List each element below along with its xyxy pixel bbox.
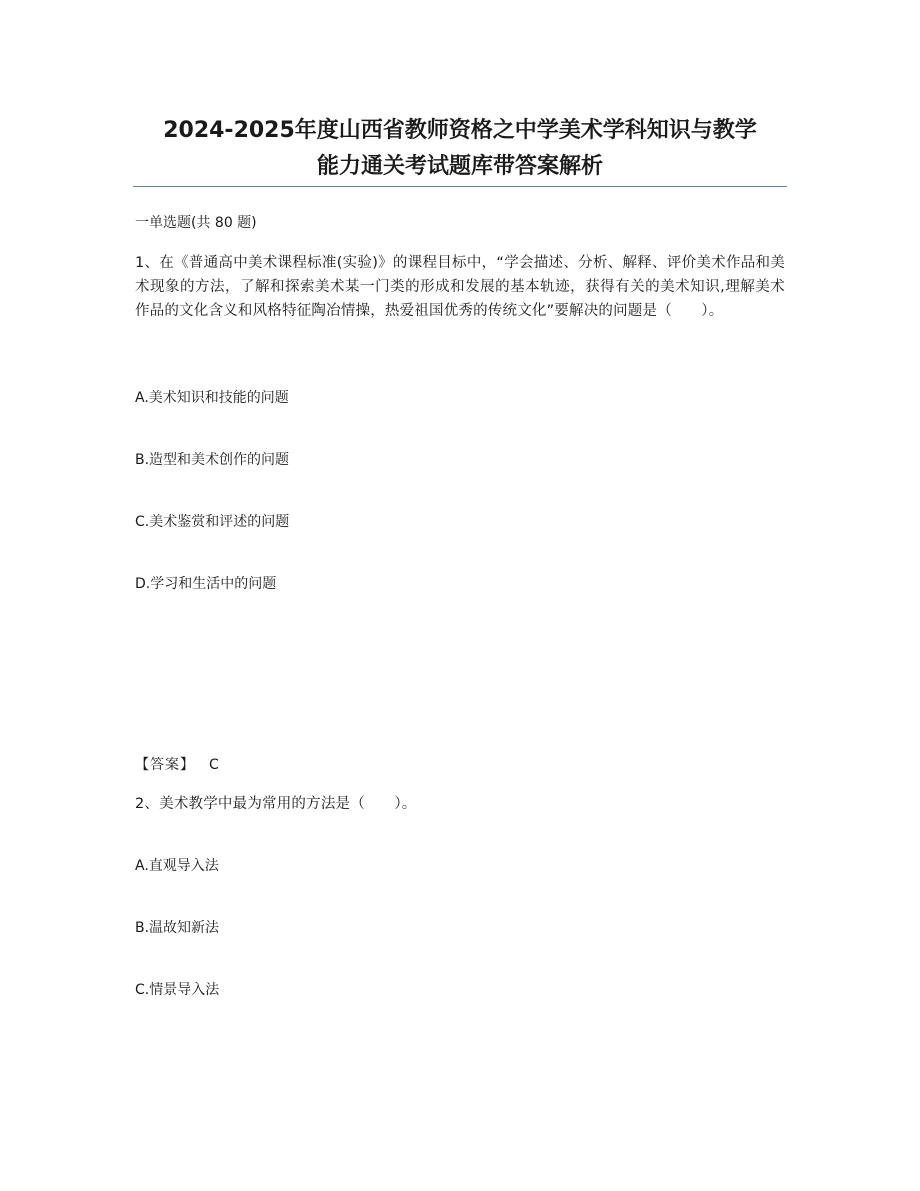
question-1-answer	[135, 753, 785, 777]
document-title	[133, 113, 787, 185]
question-1-option-a: A.美术知识和技能的问题	[135, 390, 289, 406]
question-2-text: 2、美术教学中最为常用的方法是（ ）。	[135, 796, 417, 812]
question-2-option-a: A.直观导入法	[135, 858, 219, 874]
question-2-option-b: B.温故知新法	[135, 920, 220, 936]
question-1-option-d: D.学习和生活中的问题	[135, 576, 277, 592]
section-label: 一单选题(共 80 题)	[135, 215, 257, 231]
title-underline	[133, 186, 787, 187]
answer-label: 【答案】	[135, 757, 195, 773]
question-2-option-c: C.情景导入法	[135, 982, 220, 998]
question-1-text: 1、在《普通高中美术课程标准(实验)》的课程目标中，“学会描述、分析、解释、评价美术作品和美术现象的方法，了解和探索美术某一门类的形成和发展的基本轨迹，获得有关的美术知识,理解美术作品的文化含义和风格特征陶冶情操，热爱祖国优秀的传统文化”要解决的问题是（ ）。	[135, 255, 785, 319]
answer-value: C	[209, 757, 219, 773]
question-1-option-b: B.造型和美术创作的问题	[135, 452, 290, 468]
title-line-2: 能力通关考试题库带答案解析	[316, 154, 603, 179]
title-line-1: 2024-2025年度山西省教师资格之中学美术学科知识与教学	[163, 118, 757, 143]
question-1-option-c: C.美术鉴赏和评述的问题	[135, 514, 290, 530]
